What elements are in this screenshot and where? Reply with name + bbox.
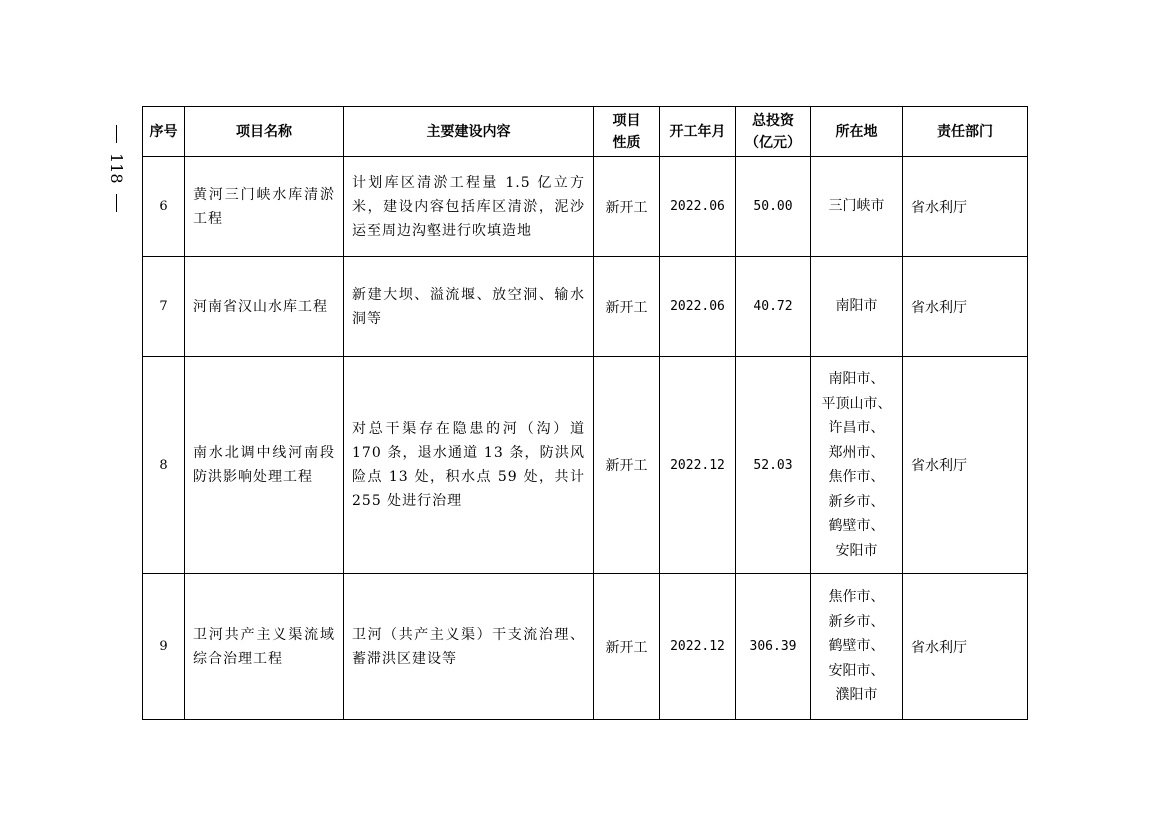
cell-dept: 省水利厅 bbox=[903, 257, 1028, 357]
cell-project-name: 南水北调中线河南段防洪影响处理工程 bbox=[185, 357, 344, 574]
cell-content: 对总干渠存在隐患的河（沟）道 170 条，退水通道 13 条，防洪风险点 13 处，积水点 59 处，共计 255 处进行治理 bbox=[344, 357, 594, 574]
table-header-row bbox=[143, 107, 1028, 157]
cell-seq: 9 bbox=[143, 574, 185, 720]
header-nature: 项目 性质 bbox=[594, 107, 660, 157]
cell-seq: 8 bbox=[143, 357, 185, 574]
table-row bbox=[143, 157, 1028, 257]
cell-location: 焦作市、 新乡市、 鹤壁市、 安阳市、 濮阳市 bbox=[811, 574, 903, 720]
cell-project-name: 黄河三门峡水库清淤工程 bbox=[185, 157, 344, 257]
cell-start: 2022.12 bbox=[660, 574, 736, 720]
cell-nature: 新开工 bbox=[594, 257, 660, 357]
cell-nature: 新开工 bbox=[594, 357, 660, 574]
header-name: 项目名称 bbox=[185, 107, 344, 157]
cell-start: 2022.06 bbox=[660, 157, 736, 257]
cell-investment: 52.03 bbox=[736, 357, 811, 574]
cell-project-name: 卫河共产主义渠流域综合治理工程 bbox=[185, 574, 344, 720]
header-dept: 责任部门 bbox=[903, 107, 1028, 157]
cell-investment: 40.72 bbox=[736, 257, 811, 357]
table-row bbox=[143, 357, 1028, 574]
cell-dept: 省水利厅 bbox=[903, 357, 1028, 574]
header-seq: 序号 bbox=[143, 107, 185, 157]
page-number-text: 118 bbox=[107, 153, 126, 184]
cell-content: 卫河（共产主义渠）干支流治理、蓄滞洪区建设等 bbox=[344, 574, 594, 720]
header-investment: 总投资 （亿元） bbox=[736, 107, 811, 157]
cell-location: 南阳市 bbox=[811, 257, 903, 357]
cell-investment: 50.00 bbox=[736, 157, 811, 257]
cell-content: 新建大坝、溢流堰、放空洞、输水洞等 bbox=[344, 257, 594, 357]
cell-dept: 省水利厅 bbox=[903, 157, 1028, 257]
cell-location: 南阳市、 平顶山市、 许昌市、 郑州市、 焦作市、 新乡市、 鹤壁市、 安阳市 bbox=[811, 357, 903, 574]
project-table bbox=[142, 106, 1028, 720]
cell-investment: 306.39 bbox=[736, 574, 811, 720]
page-number-dash-top bbox=[116, 125, 117, 143]
page-number bbox=[104, 125, 128, 225]
cell-start: 2022.12 bbox=[660, 357, 736, 574]
cell-start: 2022.06 bbox=[660, 257, 736, 357]
cell-project-name: 河南省汉山水库工程 bbox=[185, 257, 344, 357]
cell-seq: 6 bbox=[143, 157, 185, 257]
cell-seq: 7 bbox=[143, 257, 185, 357]
header-content: 主要建设内容 bbox=[344, 107, 594, 157]
cell-dept: 省水利厅 bbox=[903, 574, 1028, 720]
header-start: 开工年月 bbox=[660, 107, 736, 157]
header-location: 所在地 bbox=[811, 107, 903, 157]
cell-nature: 新开工 bbox=[594, 157, 660, 257]
cell-content: 计划库区清淤工程量 1.5 亿立方米，建设内容包括库区清淤，泥沙运至周边沟壑进行吹填造地 bbox=[344, 157, 594, 257]
page-number-dash-bottom bbox=[116, 194, 117, 212]
cell-nature: 新开工 bbox=[594, 574, 660, 720]
table-row bbox=[143, 257, 1028, 357]
cell-location: 三门峡市 bbox=[811, 157, 903, 257]
table-row bbox=[143, 574, 1028, 720]
